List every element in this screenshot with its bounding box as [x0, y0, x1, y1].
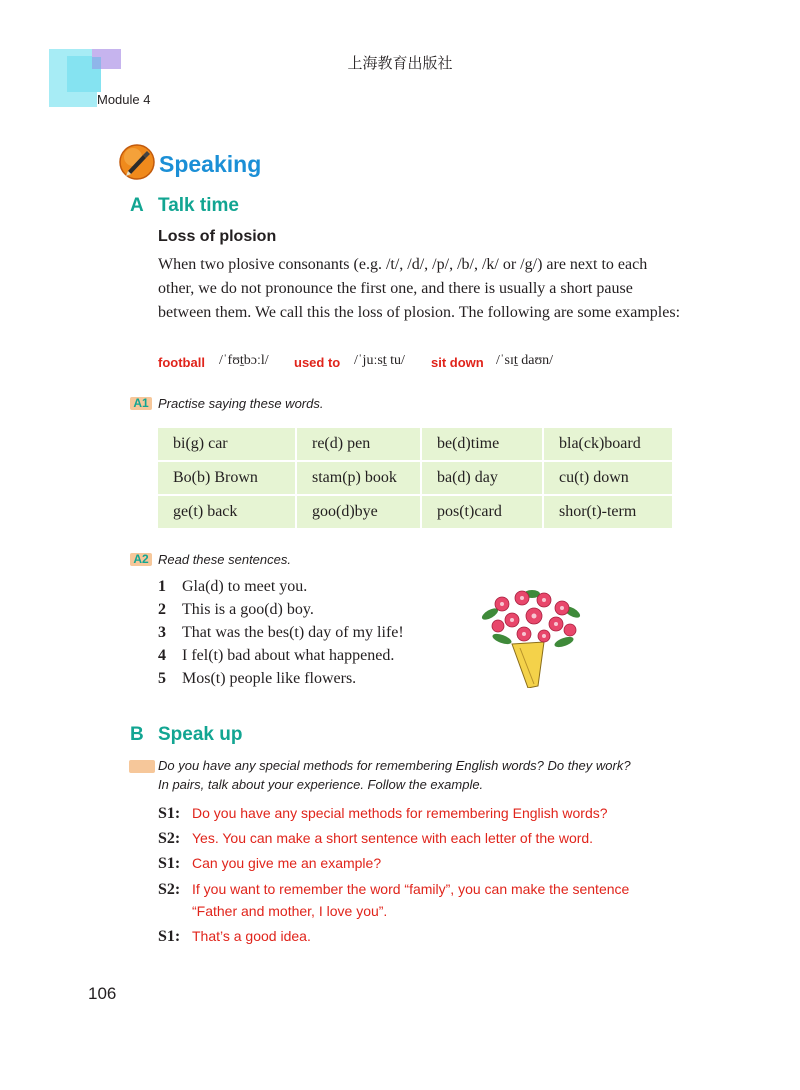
- list-item: [158, 667, 404, 690]
- table-row: [158, 495, 672, 528]
- activity-instruction: Practise saying these words.: [158, 396, 324, 411]
- list-item: [158, 575, 404, 598]
- dialog-line: [158, 928, 311, 946]
- dialog-text: If you want to remember the word “family”, you can make the sentence: [192, 881, 630, 897]
- activity-instruction: Do you have any special methods for remembering English words? Do they work?: [158, 758, 631, 773]
- activity-instruction: Read these sentences.: [158, 552, 291, 567]
- table-cell: re(d) pen: [296, 428, 421, 461]
- subheading: Loss of plosion: [158, 228, 277, 245]
- list-item: [158, 644, 404, 667]
- explanation-paragraph: When two plosive consonants (e.g. /t/, /d/, /p/, /b/, /k/ or /g/) are next to each other, we do not pronounce the first one, and there is usually a short pause between them. We call this the loss of plosion. The following are some examples:: [158, 256, 681, 321]
- table-cell: be(d)time: [421, 428, 543, 461]
- dialog-line: [158, 830, 593, 848]
- activity-badge-a1: A1: [130, 397, 152, 410]
- example-phonetic: /ˈsɪt̠ daʊn/: [496, 353, 554, 368]
- table-cell: ba(d) day: [421, 461, 543, 495]
- dialog-text: Do you have any special methods for remembering English words?: [192, 805, 608, 821]
- sentence-number: 3: [158, 624, 166, 641]
- table-cell: bla(ck)board: [543, 428, 672, 461]
- sentence-number: 5: [158, 670, 166, 687]
- speaker-label: S2:: [158, 830, 181, 847]
- microphone-pencil-icon: [119, 144, 155, 180]
- speaker-label: S1:: [158, 855, 181, 872]
- table-row: [158, 461, 672, 495]
- dialog-line: [158, 881, 629, 899]
- example-word: sit down: [431, 355, 484, 370]
- list-item: [158, 598, 404, 621]
- table-cell: stam(p) book: [296, 461, 421, 495]
- speaker-label: S1:: [158, 805, 181, 822]
- sentence-text: Gla(d) to meet you.: [182, 578, 308, 595]
- table-cell: ge(t) back: [158, 495, 296, 528]
- table-row: [158, 428, 672, 461]
- section-a-letter: A: [130, 195, 144, 216]
- module-label: Module 4: [97, 92, 151, 107]
- section-b-letter: B: [130, 724, 144, 745]
- speaker-label: S1:: [158, 928, 181, 945]
- table-cell: bi(g) car: [158, 428, 296, 461]
- table-cell: pos(t)card: [421, 495, 543, 528]
- dialog-text: Yes. You can make a short sentence with each letter of the word.: [192, 830, 594, 846]
- speaking-title: Speaking: [159, 151, 262, 177]
- example-phonetic: /ˈjuːst̠ tu/: [354, 353, 405, 368]
- flower-bouquet-illustration: [472, 584, 596, 688]
- table-cell: shor(t)-term: [559, 503, 637, 520]
- dialog-line: [158, 855, 381, 873]
- dialog-line: [158, 903, 387, 921]
- dialog-text: “Father and mother, I love you”.: [192, 903, 388, 919]
- section-b-title: Speak up: [158, 724, 243, 745]
- table-cell: cu(t) down: [543, 461, 672, 495]
- sentence-list: [158, 575, 404, 690]
- dialog-text: Can you give me an example?: [192, 855, 382, 871]
- sentence-text: That was the bes(t) day of my life!: [182, 624, 404, 641]
- list-item: [158, 621, 404, 644]
- dialog-text: That’s a good idea.: [192, 928, 311, 944]
- sentence-text: Mos(t) people like flowers.: [182, 670, 357, 687]
- sentence-number: 1: [158, 578, 166, 595]
- word-table: [158, 428, 672, 528]
- table-cell: Bo(b) Brown: [158, 461, 296, 495]
- activity-instruction: In pairs, talk about your experience. Follow the example.: [158, 777, 484, 792]
- table-cell: goo(d)bye: [296, 495, 421, 528]
- sentence-number: 4: [158, 647, 166, 664]
- publisher-name: 上海教育出版社: [347, 56, 453, 72]
- speaker-label: S2:: [158, 881, 181, 898]
- sentence-number: 2: [158, 601, 166, 618]
- page-number: 106: [88, 984, 117, 1003]
- example-phonetic: /ˈfʊt̠bɔːl/: [219, 353, 269, 368]
- dialog-line: [158, 805, 608, 823]
- example-word: used to: [294, 355, 341, 370]
- sentence-text: I fel(t) bad about what happened.: [182, 647, 395, 664]
- section-a-title: Talk time: [158, 195, 239, 216]
- sentence-text: This is a goo(d) boy.: [182, 601, 314, 618]
- example-word: football: [158, 355, 205, 370]
- activity-badge-a2: A2: [130, 553, 152, 566]
- speak-up-badge: [129, 760, 155, 773]
